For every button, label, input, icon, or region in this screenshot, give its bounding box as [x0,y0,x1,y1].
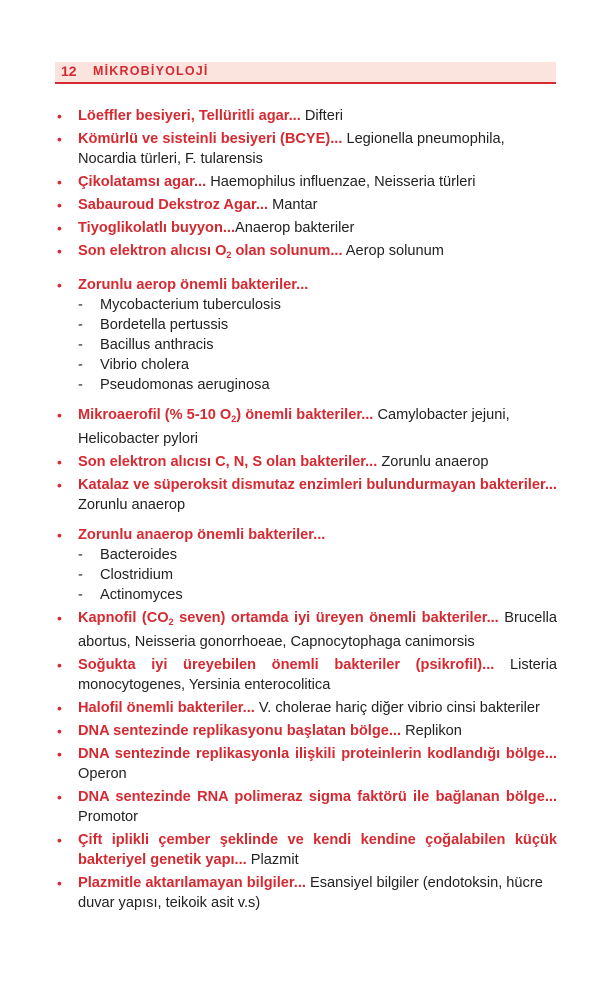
item-desc: Mantar [272,197,318,213]
sub-list-item: - Mycobacterium tuberculosis [78,297,281,313]
bullet-icon: • [57,197,62,213]
item-desc: Plazmit [250,852,299,868]
list-item [55,873,557,913]
item-term: DNA sentezinde replikasyonu başlatan bölge... [78,723,402,739]
item-desc: Operon [78,766,127,782]
sub-list-item: - Bordetella pertussis [78,317,229,333]
item-desc: Esansiyel bilgiler (endotoksin, hücre duvar yapısı, teikoik asit v.s) [78,875,543,911]
list-item [55,698,557,718]
item-desc: Brucella abortus, Neisseria gonorrhoeae, Capnocytophaga canimorsis [78,610,557,650]
list-item [55,218,557,238]
item-desc: Zorunlu anaerop [381,454,489,470]
list-item [55,721,557,741]
list-item [55,106,557,126]
list-item [55,744,557,784]
sub-list [78,545,557,605]
item-desc: Listeria monocytogenes, Yersinia enterocolitica [78,657,558,693]
bullet-icon: • [57,277,62,293]
sub-list-item: - Clostridium [78,567,173,583]
bullet-icon: • [57,527,62,543]
list-item [55,405,557,449]
list-item [55,195,557,215]
sub-list-item: - Bacteroides [78,547,178,563]
item-desc: Legionella pneumophila, Nocardia türleri, F. tularensis [78,131,505,167]
bullet-icon: • [57,789,62,805]
bullet-icon: • [57,407,62,423]
chapter-title: MİKROBİYOLOJİ [93,64,209,78]
bullet-icon: • [57,220,62,236]
item-term: Katalaz ve süperoksit dismutaz enzimleri bulundurmayan bakteriler... [78,477,557,493]
item-term: Çikolatamsı agar... [78,174,207,190]
item-term: Çift iplikli çember şeklinde ve kendi kendine çoğalabilen küçük bakteriyel genetik yapı... [78,832,557,868]
item-term: Zorunlu aerop önemli bakteriler... [78,277,309,293]
sub-list-item: - Actinomyces [78,587,183,603]
bullet-icon: • [57,243,62,259]
page-number: 12 [61,63,77,79]
bullet-icon: • [57,108,62,124]
item-term: Son elektron alıcısı C, N, S olan bakteriler... [78,454,378,470]
bullet-icon: • [57,746,62,762]
list-item [55,475,557,515]
item-term: Tiyoglikolatlı buyyon... [78,220,236,236]
bullet-icon: • [57,657,62,673]
bullet-icon: • [57,832,62,848]
fact-list [55,106,557,916]
item-desc: Aerop solunum [345,243,444,259]
item-term: DNA sentezinde replikasyonla ilişkili proteinlerin kodlandığı bölge... [78,746,557,762]
item-term: Plazmitle aktarılamayan bilgiler... [78,875,306,891]
item-term: Zorunlu anaerop önemli bakteriler... [78,527,326,543]
list-item [55,129,557,169]
item-term: Löeffler besiyeri, Tellüritli agar... [78,108,301,124]
item-desc: Promotor [78,809,139,825]
list-item [55,608,557,652]
item-term: Soğukta iyi üreyebilen önemli bakteriler (psikrofil)... [78,657,495,673]
list-item [55,655,557,695]
item-term: Sabauroud Dekstroz Agar... [78,197,269,213]
list-item [55,830,557,870]
item-desc: Zorunlu anaerop [78,497,186,513]
list-item [55,275,557,395]
bullet-icon: • [57,454,62,470]
list-item [55,525,557,605]
item-term: Halofil önemli bakteriler... [78,700,255,716]
sub-list-item: - Vibrio cholera [78,357,189,373]
sub-list [78,295,557,395]
list-item [55,787,557,827]
item-term: DNA sentezinde RNA polimeraz sigma faktörü ile bağlanan bölge... [78,789,557,805]
bullet-icon: • [57,131,62,147]
sub-list-item: - Pseudomonas aeruginosa [78,377,270,393]
bullet-icon: • [57,700,62,716]
bullet-icon: • [57,610,62,626]
list-item [55,452,557,472]
item-desc: Haemophilus influenzae, Neisseria türleri [210,174,476,190]
item-term: Kapnofil ($CO_2$ seven) ortamda iyi üreyen önemli bakteriler... [78,610,499,627]
item-term: Mikroaerofil (% 5-10 $O_2$) önemli bakteriler... [78,407,374,424]
list-item [55,172,557,192]
item-term: Kömürlü ve sisteinli besiyeri (BCYE)... [78,131,343,147]
item-desc: Camylobacter jejuni, Helicobacter pylori [78,407,510,447]
bullet-icon: • [57,875,62,891]
bullet-icon: • [57,477,62,493]
page-header [55,62,556,84]
item-desc: Replikon [405,723,462,739]
bullet-icon: • [57,174,62,190]
item-term: Son elektron alıcısı $O_2$ olan solunum... [78,243,343,260]
item-desc: Anaerop bakteriler [235,220,355,236]
item-desc: Difteri [304,108,343,124]
sub-list-item: - Bacillus anthracis [78,337,214,353]
item-desc: V. cholerae hariç diğer vibrio cinsi bakteriler [258,700,540,716]
list-item [55,241,557,265]
bullet-icon: • [57,723,62,739]
